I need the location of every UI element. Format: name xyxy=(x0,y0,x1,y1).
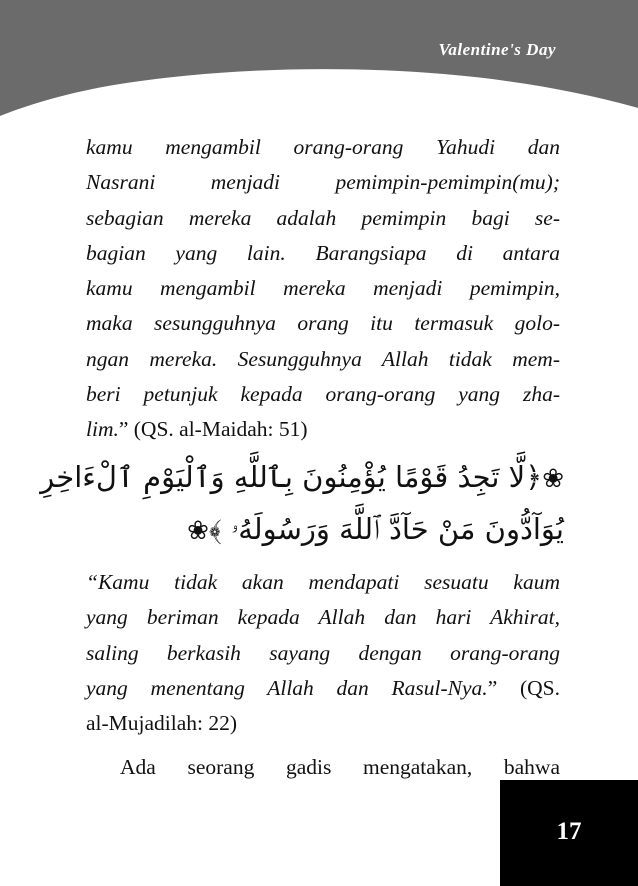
arabic-text: ﴿لَّا تَجِدُ قَوْمًا يُؤْمِنُونَ بِٱللَّهِ وَٱلْيَوْمِ ٱلْءَاخِرِ xyxy=(40,460,543,494)
quote-line: yang beriman kepada Allah dan hari Akhirat, xyxy=(86,605,560,630)
header-band xyxy=(0,0,638,140)
quote-citation-line: al-Mujadilah: 22) xyxy=(86,711,238,736)
verse-ornament-icon: ❀ xyxy=(542,464,564,494)
paragraph-line: Ada seorang gadis mengatakan, bahwa xyxy=(120,755,560,779)
quote-line: kamu mengambil orang-orang Yahudi dan xyxy=(86,135,560,159)
quote-citation-line xyxy=(86,412,560,447)
quote-citation: ” (QS. xyxy=(487,675,560,700)
body-paragraph xyxy=(120,750,560,785)
quote-line: sebagian mereka adalah pemimpin bagi se- xyxy=(86,205,560,230)
quote-end-text: yang menentang Allah dan Rasul-Nya. xyxy=(86,675,488,700)
quote-line: kamu mengambil mereka menjadi pemimpin, xyxy=(86,276,560,301)
running-header-title: Valentine's Day xyxy=(438,40,556,59)
verse-ornament-icon: ❀ xyxy=(187,516,209,546)
quote-line xyxy=(86,671,560,706)
quote-line: beri petunjuk kepada orang-orang yang zha- xyxy=(86,382,560,407)
arabic-verse-line-2 xyxy=(84,512,564,547)
quote-al-maidah xyxy=(86,130,560,448)
quote-end-word: lim. xyxy=(86,417,119,442)
quote-line: ngan mereka. Sesungguhnya Allah tidak mem- xyxy=(86,346,560,371)
quote-al-mujadilah xyxy=(86,565,560,741)
quote-line: bagian yang lain. Barangsiapa di antara xyxy=(86,240,560,265)
page-number-box xyxy=(500,780,638,886)
arabic-text: يُوَآدُّونَ مَنْ حَآدَّ ٱللَّهَ وَرَسُولَهُۥ ﴾ xyxy=(208,512,564,546)
quote-line: Nasrani menjadi pemimpin-pemimpin(mu); xyxy=(86,170,560,195)
arabic-verse-line-1 xyxy=(40,460,564,494)
page-number: 17 xyxy=(556,818,582,845)
quote-line: maka sesungguhnya orang itu termasuk golo- xyxy=(86,311,560,336)
quote-line: saling berkasih sayang dengan orang-orang xyxy=(86,640,560,665)
quote-line: “Kamu tidak akan mendapati sesuatu kaum xyxy=(86,570,560,594)
quote-citation: ” (QS. al-Maidah: 51) xyxy=(118,417,308,442)
